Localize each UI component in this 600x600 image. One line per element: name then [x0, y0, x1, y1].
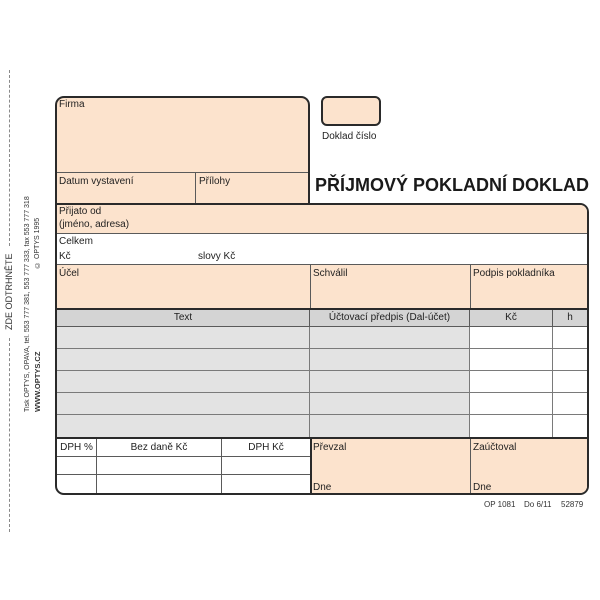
approved-by-label: Schválil: [313, 268, 348, 279]
document-number-box: [321, 96, 381, 126]
vat-amount-header: DPH Kč: [222, 439, 310, 457]
company-box: [55, 96, 310, 203]
tear-here-label: ZDE ODTRHNĚTE: [4, 253, 14, 331]
item-account-cell: [310, 393, 470, 415]
received-from-label: Přijato od: [59, 206, 102, 217]
item-czk-cell: [470, 327, 553, 349]
total-in-words-label: slovy Kč: [198, 251, 236, 262]
form-code: OP 1081: [484, 500, 516, 509]
vat-table: [57, 439, 310, 493]
received-from-sublabel: (jméno, adresa): [59, 219, 130, 230]
item-h-cell: [553, 327, 587, 349]
tear-line-bottom: [9, 338, 10, 532]
website-label: WWW.OPTYS.CZ: [33, 351, 42, 412]
form-edition: Do 6/11: [524, 500, 552, 509]
purpose-field: [57, 265, 310, 308]
cashier-signature-field: [470, 265, 587, 308]
form-serial: 52879: [561, 500, 584, 509]
vat-rate-cell: [57, 475, 97, 493]
vat-base-header: Bez daně Kč: [97, 439, 222, 457]
tear-line-top: [9, 70, 10, 246]
column-header-account: Účtovací předpis (Dal-účet): [310, 310, 470, 326]
item-czk-cell: [470, 349, 553, 371]
item-account-cell: [310, 415, 470, 437]
received-from-field: [57, 205, 587, 234]
company-label: Firma: [59, 99, 85, 110]
items-table-header: [57, 308, 587, 327]
divider: [57, 172, 308, 173]
bottom-section: [57, 437, 587, 493]
issue-date-label: Datum vystavení: [59, 176, 134, 187]
booked-by-date-label: Dne: [473, 482, 492, 493]
booked-by-field: [470, 439, 587, 493]
printer-info: Tisk OPTYS, OPAVA, tel. 553 777 381, 553 777 333, fax 553 777 318: [24, 196, 31, 412]
vat-rate-cell: [57, 457, 97, 475]
column-header-h: h: [567, 312, 573, 323]
received-by-date-label: Dne: [313, 482, 332, 493]
item-h-cell: [553, 371, 587, 393]
item-text-cell: [57, 415, 310, 437]
divider: [195, 172, 196, 203]
total-amount-label: Kč: [59, 251, 71, 262]
item-text-cell: [57, 393, 310, 415]
item-czk-cell: [470, 415, 553, 437]
vat-base-cell: [97, 475, 222, 493]
form-title: PŘÍJMOVÝ POKLADNÍ DOKLAD: [315, 175, 590, 195]
item-account-cell: [310, 327, 470, 349]
purpose-row: [57, 265, 587, 308]
document-number-label: Doklad číslo: [322, 131, 377, 142]
vat-rate-header: DPH %: [57, 439, 97, 457]
purpose-label: Účel: [59, 268, 80, 279]
booked-by-label: Zaúčtoval: [473, 442, 517, 453]
approved-by-field: [310, 265, 470, 308]
total-field: [57, 234, 587, 265]
copyright-note: © OPTYS 1995: [34, 217, 41, 268]
column-header-text: Text: [57, 310, 310, 326]
item-text-cell: [57, 371, 310, 393]
item-h-cell: [553, 415, 587, 437]
received-by-field: [310, 439, 470, 493]
items-table-body: [57, 327, 587, 437]
received-by-label: Převzal: [313, 442, 347, 453]
item-text-cell: [57, 349, 310, 371]
vat-amount-cell: [222, 475, 310, 493]
item-czk-cell: [470, 393, 553, 415]
vat-base-cell: [97, 457, 222, 475]
item-h-cell: [553, 393, 587, 415]
item-account-cell: [310, 371, 470, 393]
total-label: Celkem: [59, 236, 93, 247]
item-text-cell: [57, 327, 310, 349]
cashier-signature-label: Podpis pokladníka: [473, 268, 555, 279]
item-account-cell: [310, 349, 470, 371]
form-body: [55, 203, 589, 495]
attachments-label: Přílohy: [199, 176, 231, 187]
item-czk-cell: [470, 371, 553, 393]
vat-amount-cell: [222, 457, 310, 475]
column-header-czk: Kč: [470, 310, 553, 326]
item-h-cell: [553, 349, 587, 371]
